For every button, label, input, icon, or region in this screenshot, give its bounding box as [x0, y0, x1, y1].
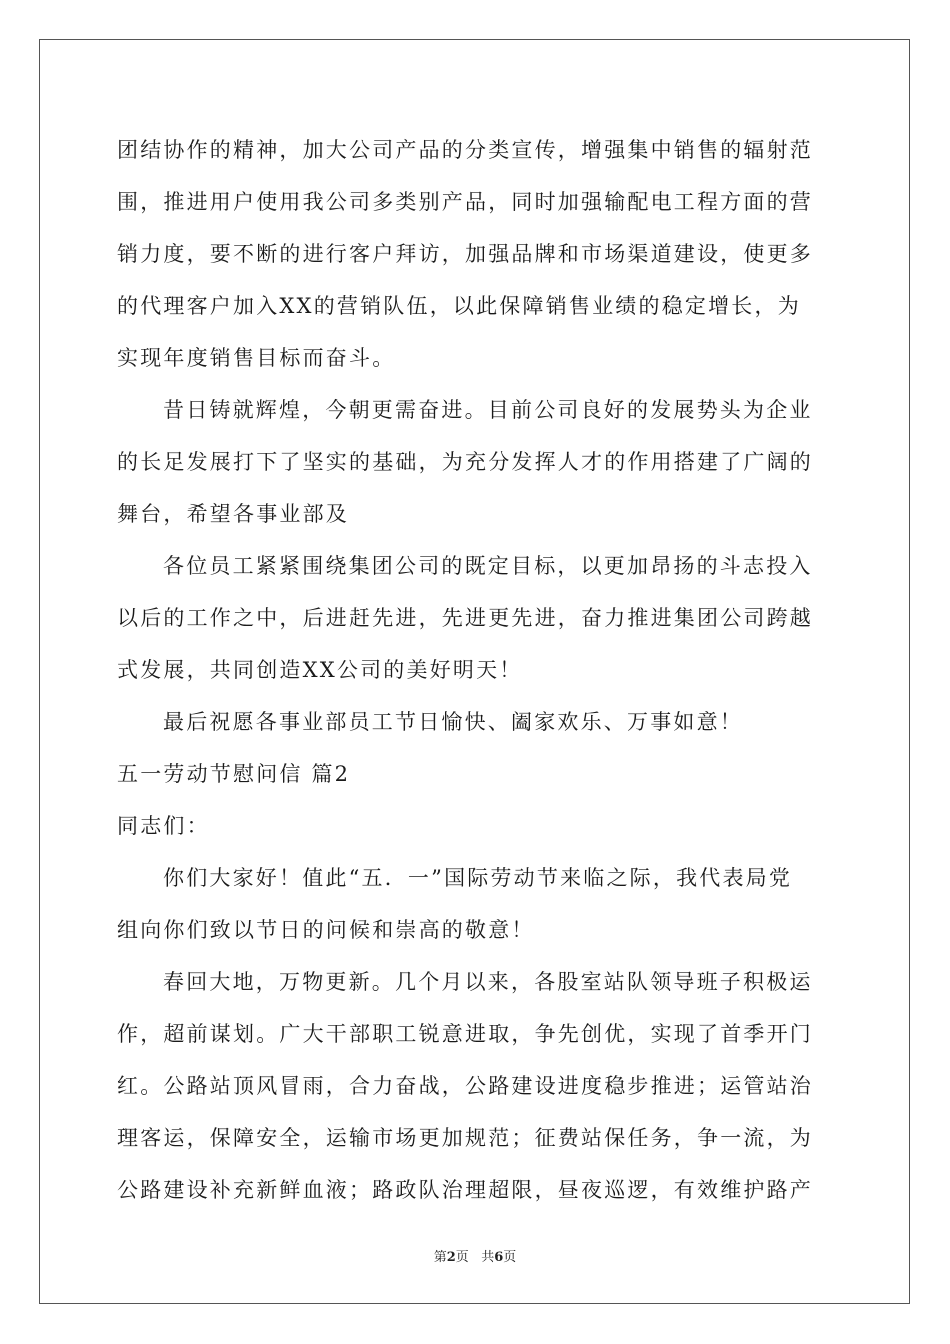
text-line: 销力度，要不断的进行客户拜访，加强品牌和市场渠道建设，使更多	[117, 242, 813, 266]
text-line: 的代理客户加入XX的营销队伍，以此保障销售业绩的稳定增长，为	[117, 294, 801, 318]
text-line: 作，超前谋划。广大干部职工锐意进取，争先创优，实现了首季开门	[117, 1022, 813, 1046]
paragraph-start-line: 你们大家好！值此“五．一”国际劳动节来临之际，我代表局党	[163, 866, 793, 890]
total-pages: 6	[494, 1250, 504, 1265]
text-line: 理客运，保障安全，运输市场更加规范；征费站保任务，争一流，为	[117, 1126, 813, 1150]
paragraph-start-line: 春回大地，万物更新。几个月以来，各股室站队领导班子积极运	[163, 970, 813, 994]
text-line: 实现年度销售目标而奋斗。	[117, 346, 396, 370]
total-prefix: 共	[481, 1250, 495, 1265]
text-line: 以后的工作之中，后进赶先进，先进更先进，奋力推进集团公司跨越	[117, 606, 813, 630]
paragraph-start-line: 昔日铸就辉煌，今朝更需奋进。目前公司良好的发展势头为企业	[163, 398, 813, 422]
page-footer	[0, 1246, 950, 1265]
page-prefix: 第	[433, 1250, 447, 1265]
salutation: 同志们：	[117, 814, 210, 838]
section-heading: 五一劳动节慰问信 篇2	[117, 762, 351, 786]
text-line: 的长足发展打下了坚实的基础，为充分发挥人才的作用搭建了广阔的	[117, 450, 813, 474]
text-line: 式发展，共同创造XX公司的美好明天！	[117, 658, 523, 682]
document-body	[117, 124, 835, 1216]
page-number: 2	[446, 1250, 456, 1265]
text-line: 公路建设补充新鲜血液；路政队治理超限，昼夜巡逻，有效维护路产	[117, 1178, 813, 1202]
paragraph-start-line: 最后祝愿各事业部员工节日愉快、阖家欢乐、万事如意！	[163, 710, 743, 734]
text-line: 围，推进用户使用我公司多类别产品，同时加强输配电工程方面的营	[117, 190, 813, 214]
text-line: 团结协作的精神，加大公司产品的分类宣传，增强集中销售的辐射范	[117, 138, 813, 162]
page-suffix: 页	[455, 1250, 469, 1265]
text-line: 舞台，希望各事业部及	[117, 502, 349, 526]
text-line: 红。公路站顶风冒雨，合力奋战，公路建设进度稳步推进；运管站治	[117, 1074, 813, 1098]
text-line: 组向你们致以节日的问候和崇高的敬意！	[117, 918, 535, 942]
total-suffix: 页	[503, 1250, 517, 1265]
paragraph-start-line: 各位员工紧紧围绕集团公司的既定目标，以更加昂扬的斗志投入	[163, 554, 813, 578]
